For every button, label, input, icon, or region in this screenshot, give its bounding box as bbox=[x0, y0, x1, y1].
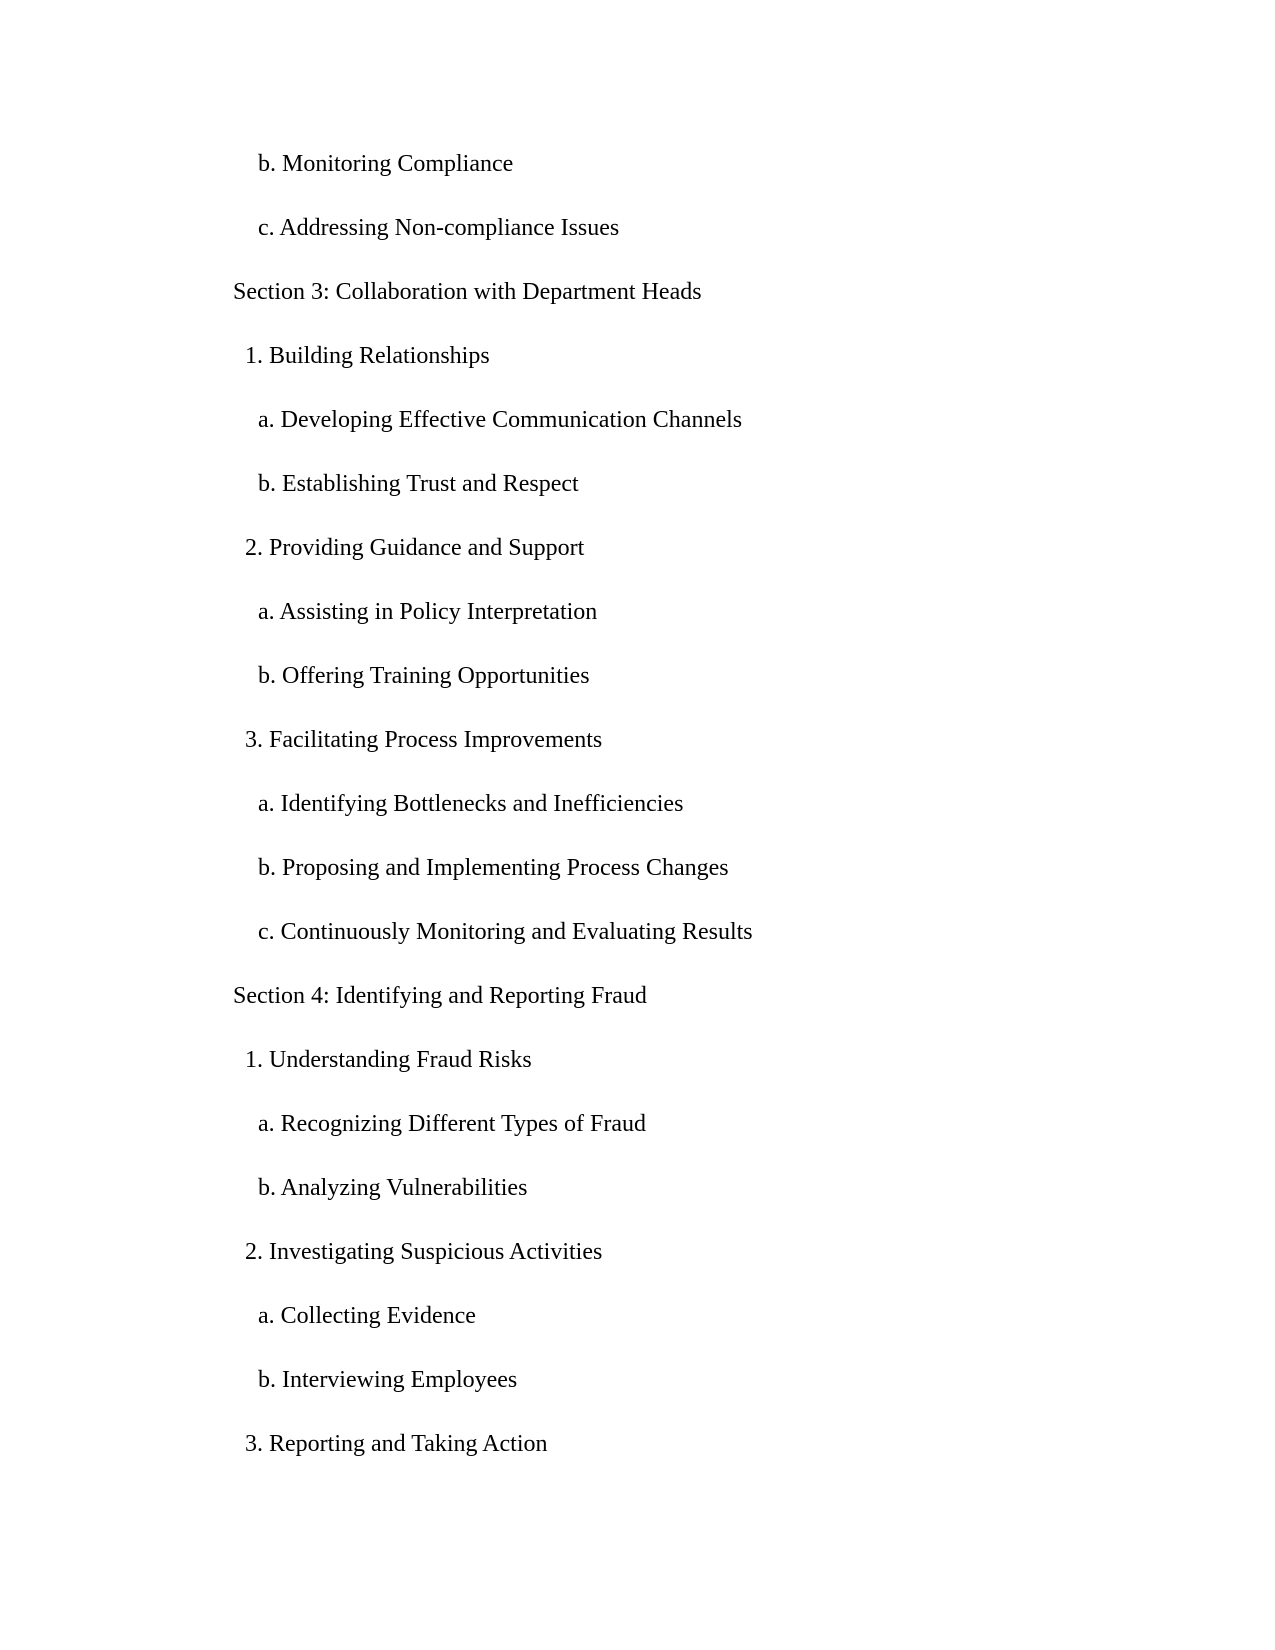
subitem-trust-respect: b. Establishing Trust and Respect bbox=[258, 471, 579, 497]
section-heading-3: Section 3: Collaboration with Department Heads bbox=[233, 279, 702, 305]
subitem-policy-interpretation: a. Assisting in Policy Interpretation bbox=[258, 599, 598, 625]
subitem-types-of-fraud: a. Recognizing Different Types of Fraud bbox=[258, 1111, 646, 1137]
subitem-vulnerabilities: b. Analyzing Vulnerabilities bbox=[258, 1175, 528, 1201]
subitem-monitoring-compliance: b. Monitoring Compliance bbox=[258, 151, 514, 177]
subitem-process-changes: b. Proposing and Implementing Process Changes bbox=[258, 855, 729, 881]
subitem-bottlenecks: a. Identifying Bottlenecks and Inefficiencies bbox=[258, 791, 684, 817]
item-suspicious-activities: 2. Investigating Suspicious Activities bbox=[245, 1239, 603, 1265]
subitem-monitoring-results: c. Continuously Monitoring and Evaluating Results bbox=[258, 919, 753, 945]
document-outline bbox=[0, 141, 1275, 1485]
subitem-collecting-evidence: a. Collecting Evidence bbox=[258, 1303, 476, 1329]
item-fraud-risks: 1. Understanding Fraud Risks bbox=[245, 1047, 532, 1073]
item-building-relationships: 1. Building Relationships bbox=[245, 343, 490, 369]
section-heading-4: Section 4: Identifying and Reporting Fraud bbox=[233, 983, 647, 1009]
item-process-improvements: 3. Facilitating Process Improvements bbox=[245, 727, 603, 753]
subitem-communication-channels: a. Developing Effective Communication Channels bbox=[258, 407, 743, 433]
subitem-interviewing-employees: b. Interviewing Employees bbox=[258, 1367, 518, 1393]
item-guidance-support: 2. Providing Guidance and Support bbox=[245, 535, 585, 561]
item-reporting-action: 3. Reporting and Taking Action bbox=[245, 1431, 548, 1457]
subitem-training-opportunities: b. Offering Training Opportunities bbox=[258, 663, 590, 689]
subitem-addressing-non-compliance: c. Addressing Non-compliance Issues bbox=[258, 215, 620, 241]
